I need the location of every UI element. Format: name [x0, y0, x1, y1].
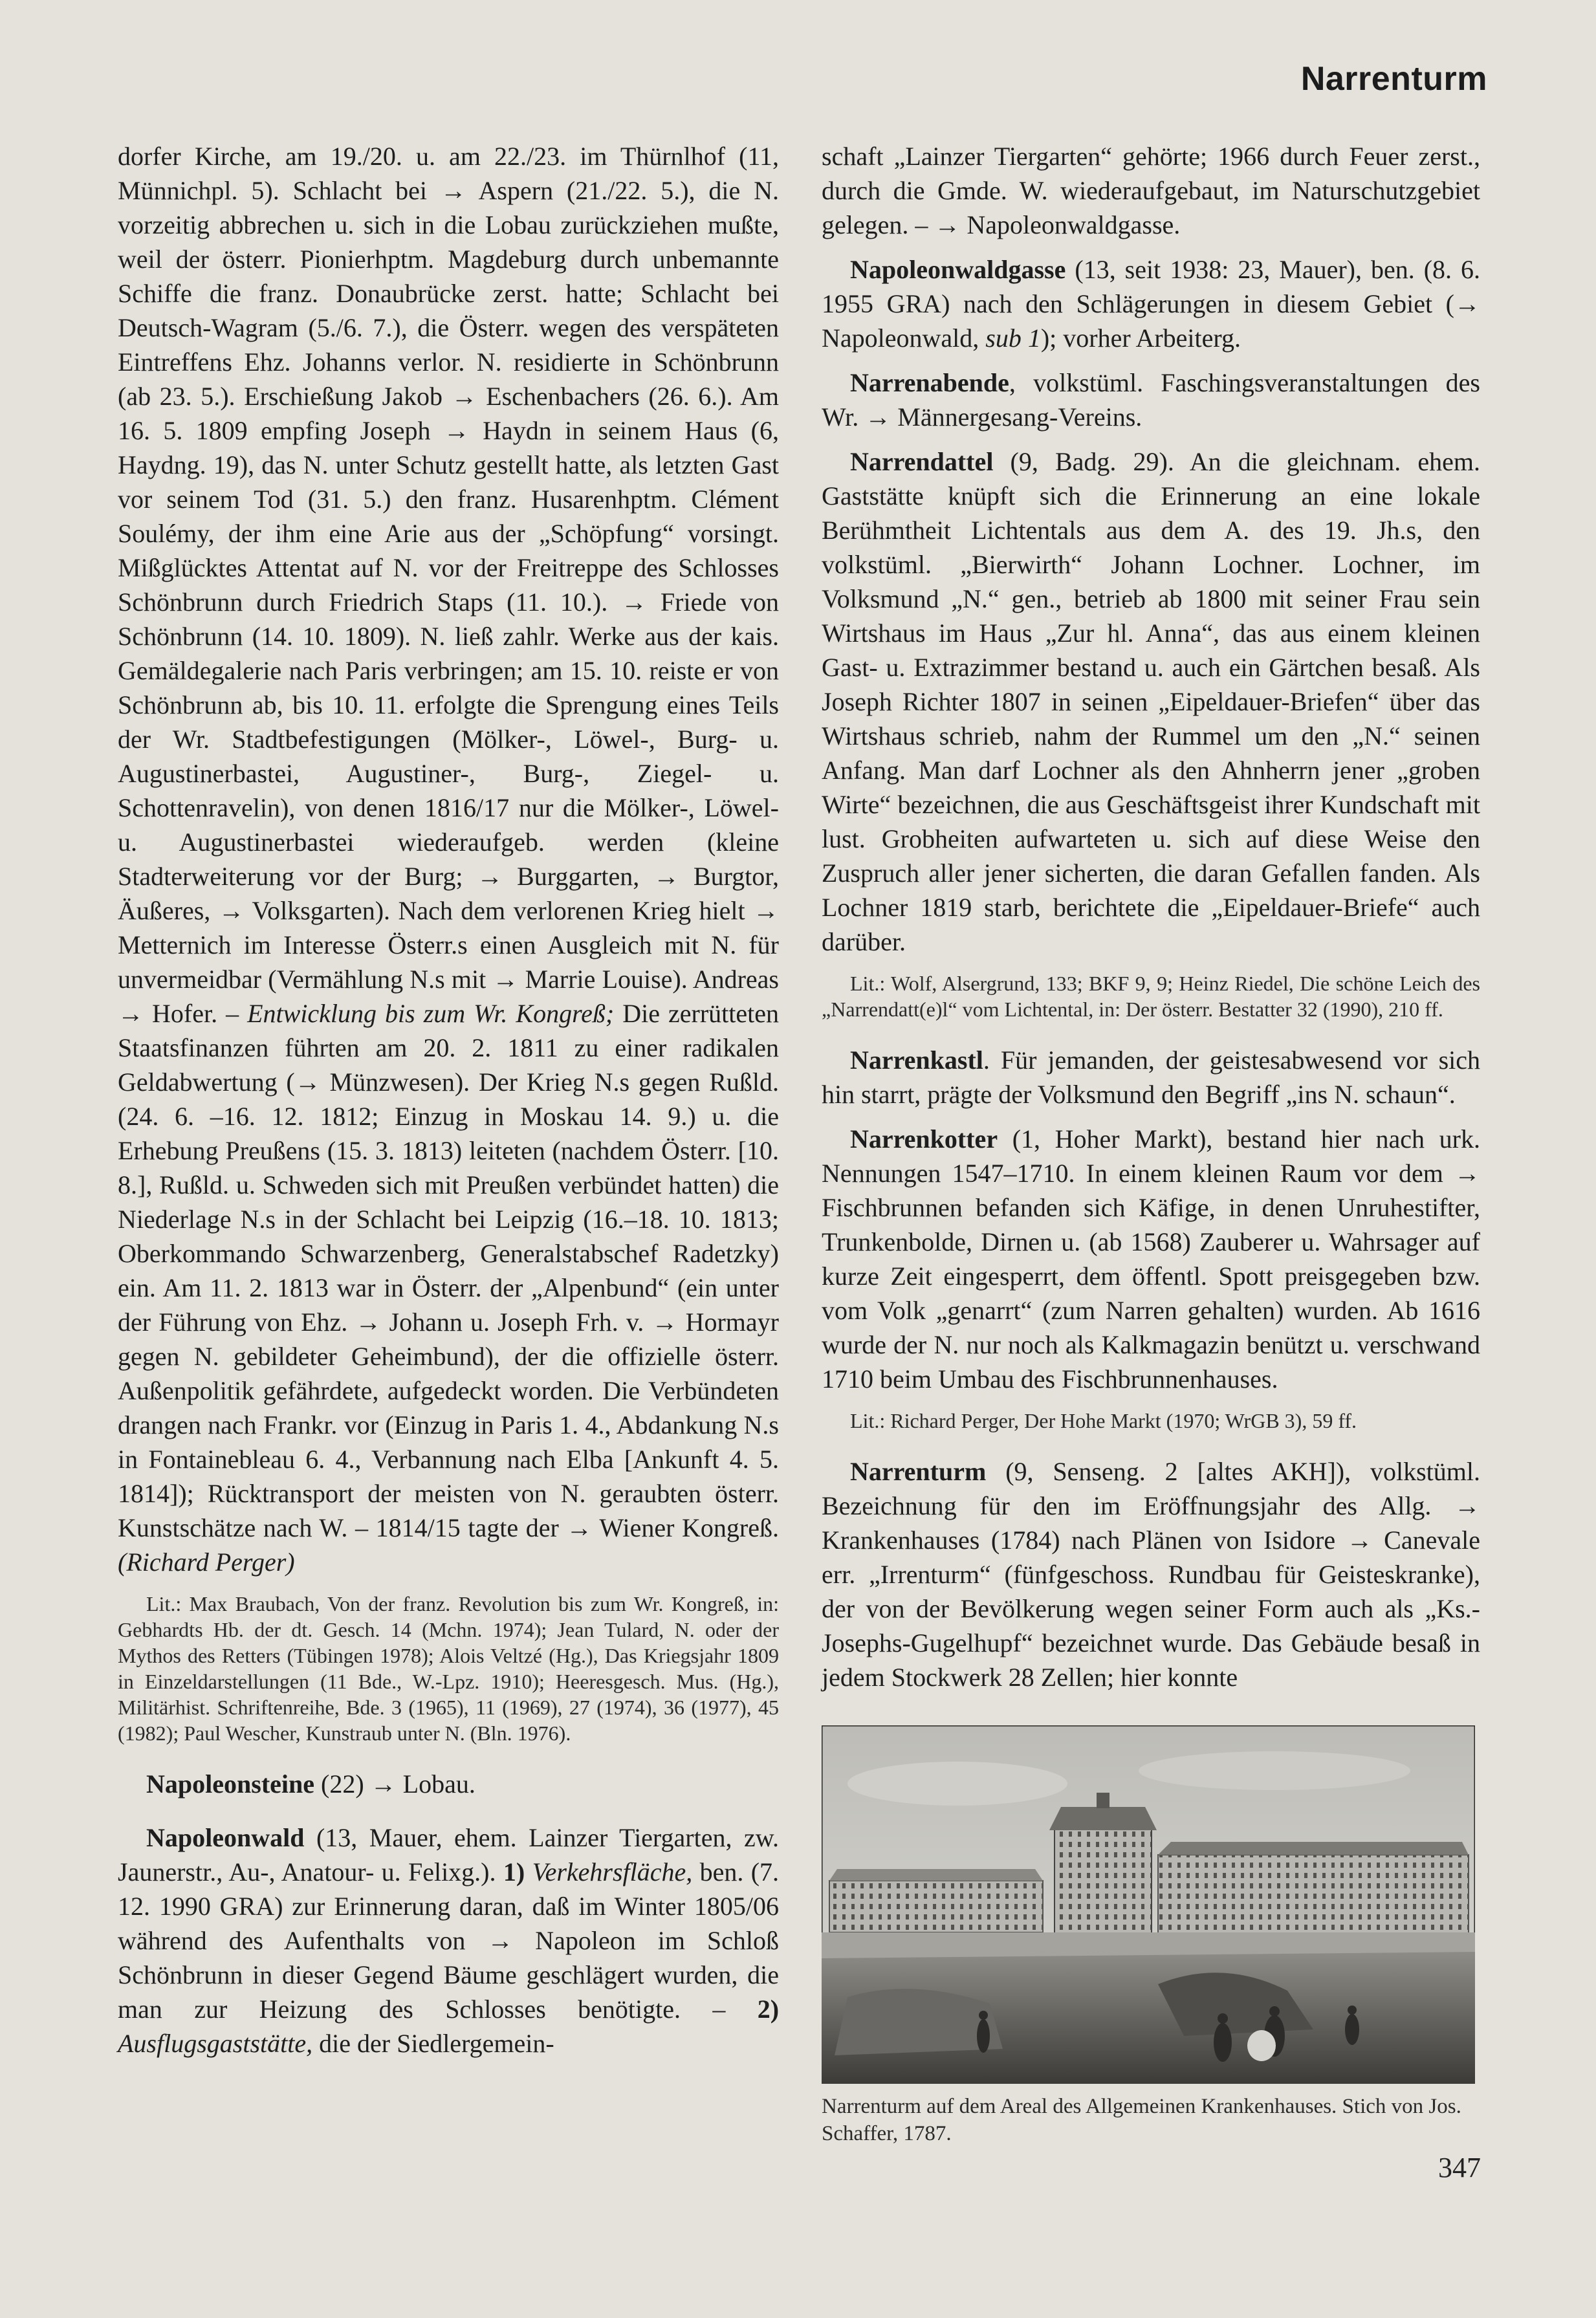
entry-headword: Narrenabende [850, 368, 1009, 397]
entry-napoleonsteine [118, 1767, 779, 1801]
subentry-title: Ausflugsgaststätte, [118, 2029, 313, 2058]
napoleon-text-cont: Die zerrütteten Staatsfinanzen führten am 20. 2. 1811 zu einer radikalen Geldabwertung (→ Münzwesen). Der Krieg N.s gegen Rußld. (24. 6. –16. 12. 1812; Einzug in Moskau 14. 9.) u. die Erhebung Preußens (15. 3. 1813) leiteten (nachdem Österr. [10. 8.], Rußld. u. Schweden sich mit Preußen verbündet hatten) die Niederlage N.s in der Schlacht bei Leipzig (16.–18. 10. 1813; Oberkommando Schwarzenberg, Generalstabschef Radetzky) ein. Am 11. 2. 1813 war in Österr. der „Alpenbund“ (ein unter der Führung von Ehz. → Johann u. Joseph Frh. v. → Hormayr gegen N. gebildeter Geheimbund), der die offizielle österr. Außenpolitik gefährdete, aufgedeckt worden. Die Verbündeten drangen nach Frankr. vor (Einzug in Paris 1. 4., Abdankung N.s in Fontainebleau 6. 4., Verbannung nach Elba [Ankunft 4. 5. 1814]); Rücktransport der meisten von N. geraubten österr. Kunstschätze nach W. – 1814/15 tagte der → Wiener Kongreß. [118, 999, 779, 1542]
page-number: 347 [1438, 2152, 1481, 2183]
entry-text: . Für jemanden, der geistesabwesend vor sich hin starrt, prägte der Volksmund den Begriff „ins N. schaun“. [822, 1045, 1480, 1109]
entry-reference: sub 1 [985, 323, 1041, 353]
narrenkotter-literature: Lit.: Richard Perger, Der Hohe Markt (1970; WrGB 3), 59 ff. [850, 1409, 1357, 1432]
entry-narrenkastl [822, 1043, 1480, 1111]
figure-caption: Narrenturm auf dem Areal des Allgemeinen Krankenhauses. Stich von Jos. Schaffer, 1787. [822, 2095, 1461, 2145]
entry-text: (13, Mauer, ehem. Lainzer Tiergarten, zw. Jaunerstr., Au-, Anatour- u. Felixg.). [118, 1823, 779, 1886]
left-column [118, 139, 779, 2061]
entry-headword: Narrendattel [850, 447, 994, 476]
entry-narrenkotter [822, 1122, 1480, 1396]
right-column [822, 139, 1480, 2147]
subentry-number: 2) [757, 1995, 780, 2024]
narrenturm-figure [822, 1725, 1480, 2147]
entry-text: (22) → Lobau. [321, 1769, 476, 1799]
entry-text: ); vorher Arbeiterg. [1040, 323, 1241, 353]
narrendattel-literature: Lit.: Wolf, Alsergrund, 133; BKF 9, 9; Heinz Riedel, Die schöne Leich des „Narrendatt(e)l“ vom Lichtental, in: Der österr. Bestatter 32 (1990), 210 ff. [822, 972, 1480, 1021]
entry-napoleonwald [118, 1821, 779, 2061]
entry-text: (9, Senseng. 2 [altes AKH]), volkstüml. Bezeichnung für den im Eröffnungsjahr des Allg. → Krankenhauses (1784) nach Plänen von Isidore → Canevale err. „Irrenturm“ (fünfgeschoss. Rundbau für Geisteskranke), der von der Bevölkerung wegen seiner Form auch als „Ks.-Josephs-Gugelhupf“ bezeichnet wurde. Das Gebäude besaß in jedem Stockwerk 28 Zellen; hier konnte [822, 1457, 1481, 1692]
running-head: Narrenturm [1300, 60, 1487, 98]
entry-headword: Napoleonwald [146, 1823, 305, 1852]
napoleon-subheading: Entwicklung bis zum Wr. Kongreß; [247, 999, 615, 1028]
entry-text: (9, Badg. 29). An die gleichnam. ehem. Gaststätte knüpft sich die Erinnerung an eine lokale Berühmtheit Lichtentals aus dem A. des 19. Jh.s, den volkstüml. „Bierwirth“ Johann Lochner. Lochner, im Volksmund „N.“ gen., betrieb ab 1800 mit seiner Frau sein Wirtshaus im Haus „Zur hl. Anna“, das aus einem kleinen Gast- u. Extrazimmer bestand u. auch ein Gärtchen besaß. Als Joseph Richter 1807 in seinen „Eipeldauer-Briefen“ über das Wirtshaus schrieb, nahm der Rummel um den „N.“ seinen Anfang. Man darf Lochner als den Ahnherrn jener „groben Wirte“ bezeichnen, die aus Geschäftsgeist ihrer Kundschaft mit lust. Grobheiten aufwarteten u. sich auf diese Weise den Zuspruch aller jener sicherten, die daran Gefallen fanden. Als Lochner 1819 starb, berichtete die „Eipeldauer-Briefe“ auch darüber. [822, 447, 1481, 956]
entry-narrendattel [822, 444, 1480, 959]
napoleon-continued-paragraph [118, 139, 779, 1579]
entry-text: (1, Hoher Markt), bestand hier nach urk. Nennungen 1547–1710. In einem kleinen Raum vor dem → Fischbrunnen befanden sich Käfige, in denen Unruhestifter, Trunkenbolde, Dirnen u. (ab 1568) Zauberer u. Wahrsager auf kurze Zeit eingesperrt, dem öffentl. Spott preisgegeben bzw. vom Volk „genarrt“ (zum Narren gehalten) wurden. Ab 1616 wurde der N. nur noch als Kalkmagazin benützt u. verschwand 1710 beim Umbau des Fischbrunnenhauses. [822, 1124, 1480, 1394]
narrenturm-engraving [822, 1725, 1475, 2084]
entry-headword: Narrenturm [850, 1457, 987, 1486]
entry-headword: Napoleonwaldgasse [850, 255, 1066, 284]
entry-headword: Napoleonsteine [146, 1769, 314, 1799]
entry-headword: Narrenkastl [850, 1045, 983, 1075]
entry-narrenturm [822, 1454, 1480, 1694]
napoleonwald-continued: schaft „Lainzer Tiergarten“ gehörte; 1966 durch Feuer zerst., durch die Gmde. W. wiederaufgebaut, im Naturschutzgebiet gelegen. – → Napoleonwaldgasse. [822, 142, 1480, 239]
entry-text: (13, seit 1938: 23, Mauer), ben. (8. 6. 1955 GRA) nach den Schlägerungen in diesem Gebiet (→ Napoleonwald, [822, 255, 1480, 353]
subentry-title: Verkehrsfläche, [532, 1857, 693, 1886]
entry-text: die der Siedlergemein- [319, 2029, 554, 2058]
napoleon-literature: Lit.: Max Braubach, Von der franz. Revolution bis zum Wr. Kongreß, in: Gebhardts Hb. der dt. Gesch. 14 (Mchn. 1974); Jean Tulard, N. oder der Mythos des Retters (Tübingen 1978); Alois Veltzé (Hg.), Das Kriegsjahr 1809 in Einzeldarstellungen (11 Bde., W.-Lpz. 1910); Heeresgesch. Mus. (Hg.), Militärhist. Schriftenreihe, Bde. 3 (1965), 11 (1969), 27 (1974), 36 (1977), 45 (1982); Paul Wescher, Kunstraub unter N. (Bln. 1976). [118, 1592, 779, 1745]
entry-text: ben. (7. 12. 1990 GRA) zur Erinnerung daran, daß im Winter 1805/06 während des Aufenthalts von → Napoleon im Schloß Schönbrunn in dieser Gegend Bäume geschlägert wurden, die man zur Heizung des Schlosses benötigte. – [118, 1857, 780, 2024]
entry-napoleonwaldgasse [822, 252, 1480, 355]
subentry-number: 1) [503, 1857, 525, 1886]
entry-headword: Narrenkotter [850, 1124, 998, 1154]
napoleon-text: dorfer Kirche, am 19./20. u. am 22./23. im Thürnlhof (11, Münnichpl. 5). Schlacht bei → Aspern (21./22. 5.), die N. vorzeitig abbrechen u. sich in die Lobau zurückziehen mußte, weil der österr. Pionierhptm. Magdeburg durch unbemannte Schiffe die franz. Donaubrücke zerst. hatte; Schlacht bei Deutsch-Wagram (5./6. 7.), die Österr. wegen des verspäteten Eintreffens Ehz. Johanns verlor. N. residierte in Schönbrunn (ab 23. 5.). Erschießung Jakob → Eschenbachers (26. 6.). Am 16. 5. 1809 empfing Joseph → Haydn in seinem Haus (6, Haydng. 19), das N. unter Schutz gestellt hatte, als letzten Gast vor seinem Tod (31. 5.) den franz. Husarenhptm. Clément Soulémy, der ihm eine Arie aus der „Schöpfung“ vorsingt. Mißglücktes Attentat auf N. vor der Freitreppe des Schlosses Schönbrunn durch Friedrich Staps (11. 10.). → Friede von Schönbrunn (14. 10. 1809). N. ließ zahlr. Werke aus der kais. Gemäldegalerie nach Paris verbringen; am 15. 10. reiste er von Schönbrunn ab, bis 10. 11. erfolgte die Sprengung eines Teils der Wr. Stadtbefestigungen (Mölker-, Löwel-, Burg- u. Augustinerbastei, Augustiner-, Burg-, Ziegel- u. Schottenravelin), von denen 1816/17 nur die Mölker-, Löwel- u. Augustinerbastei wiederaufgeb. werden (kleine Stadterweiterung vor der Burg; → Burggarten, → Burgtor, Äußeres, → Volksgarten). Nach dem verlorenen Krieg hielt → Metternich im Interesse Österr.s einen Ausgleich mit N. für unvermeidbar (Vermählung N.s mit → Marrie Louise). Andreas → Hofer. – [118, 142, 779, 1028]
napoleon-author: (Richard Perger) [118, 1547, 295, 1577]
entry-narrenabende [822, 366, 1480, 434]
entry-text: , volkstüml. Faschingsveranstaltungen des Wr. → Männergesang-Vereins. [822, 368, 1480, 432]
